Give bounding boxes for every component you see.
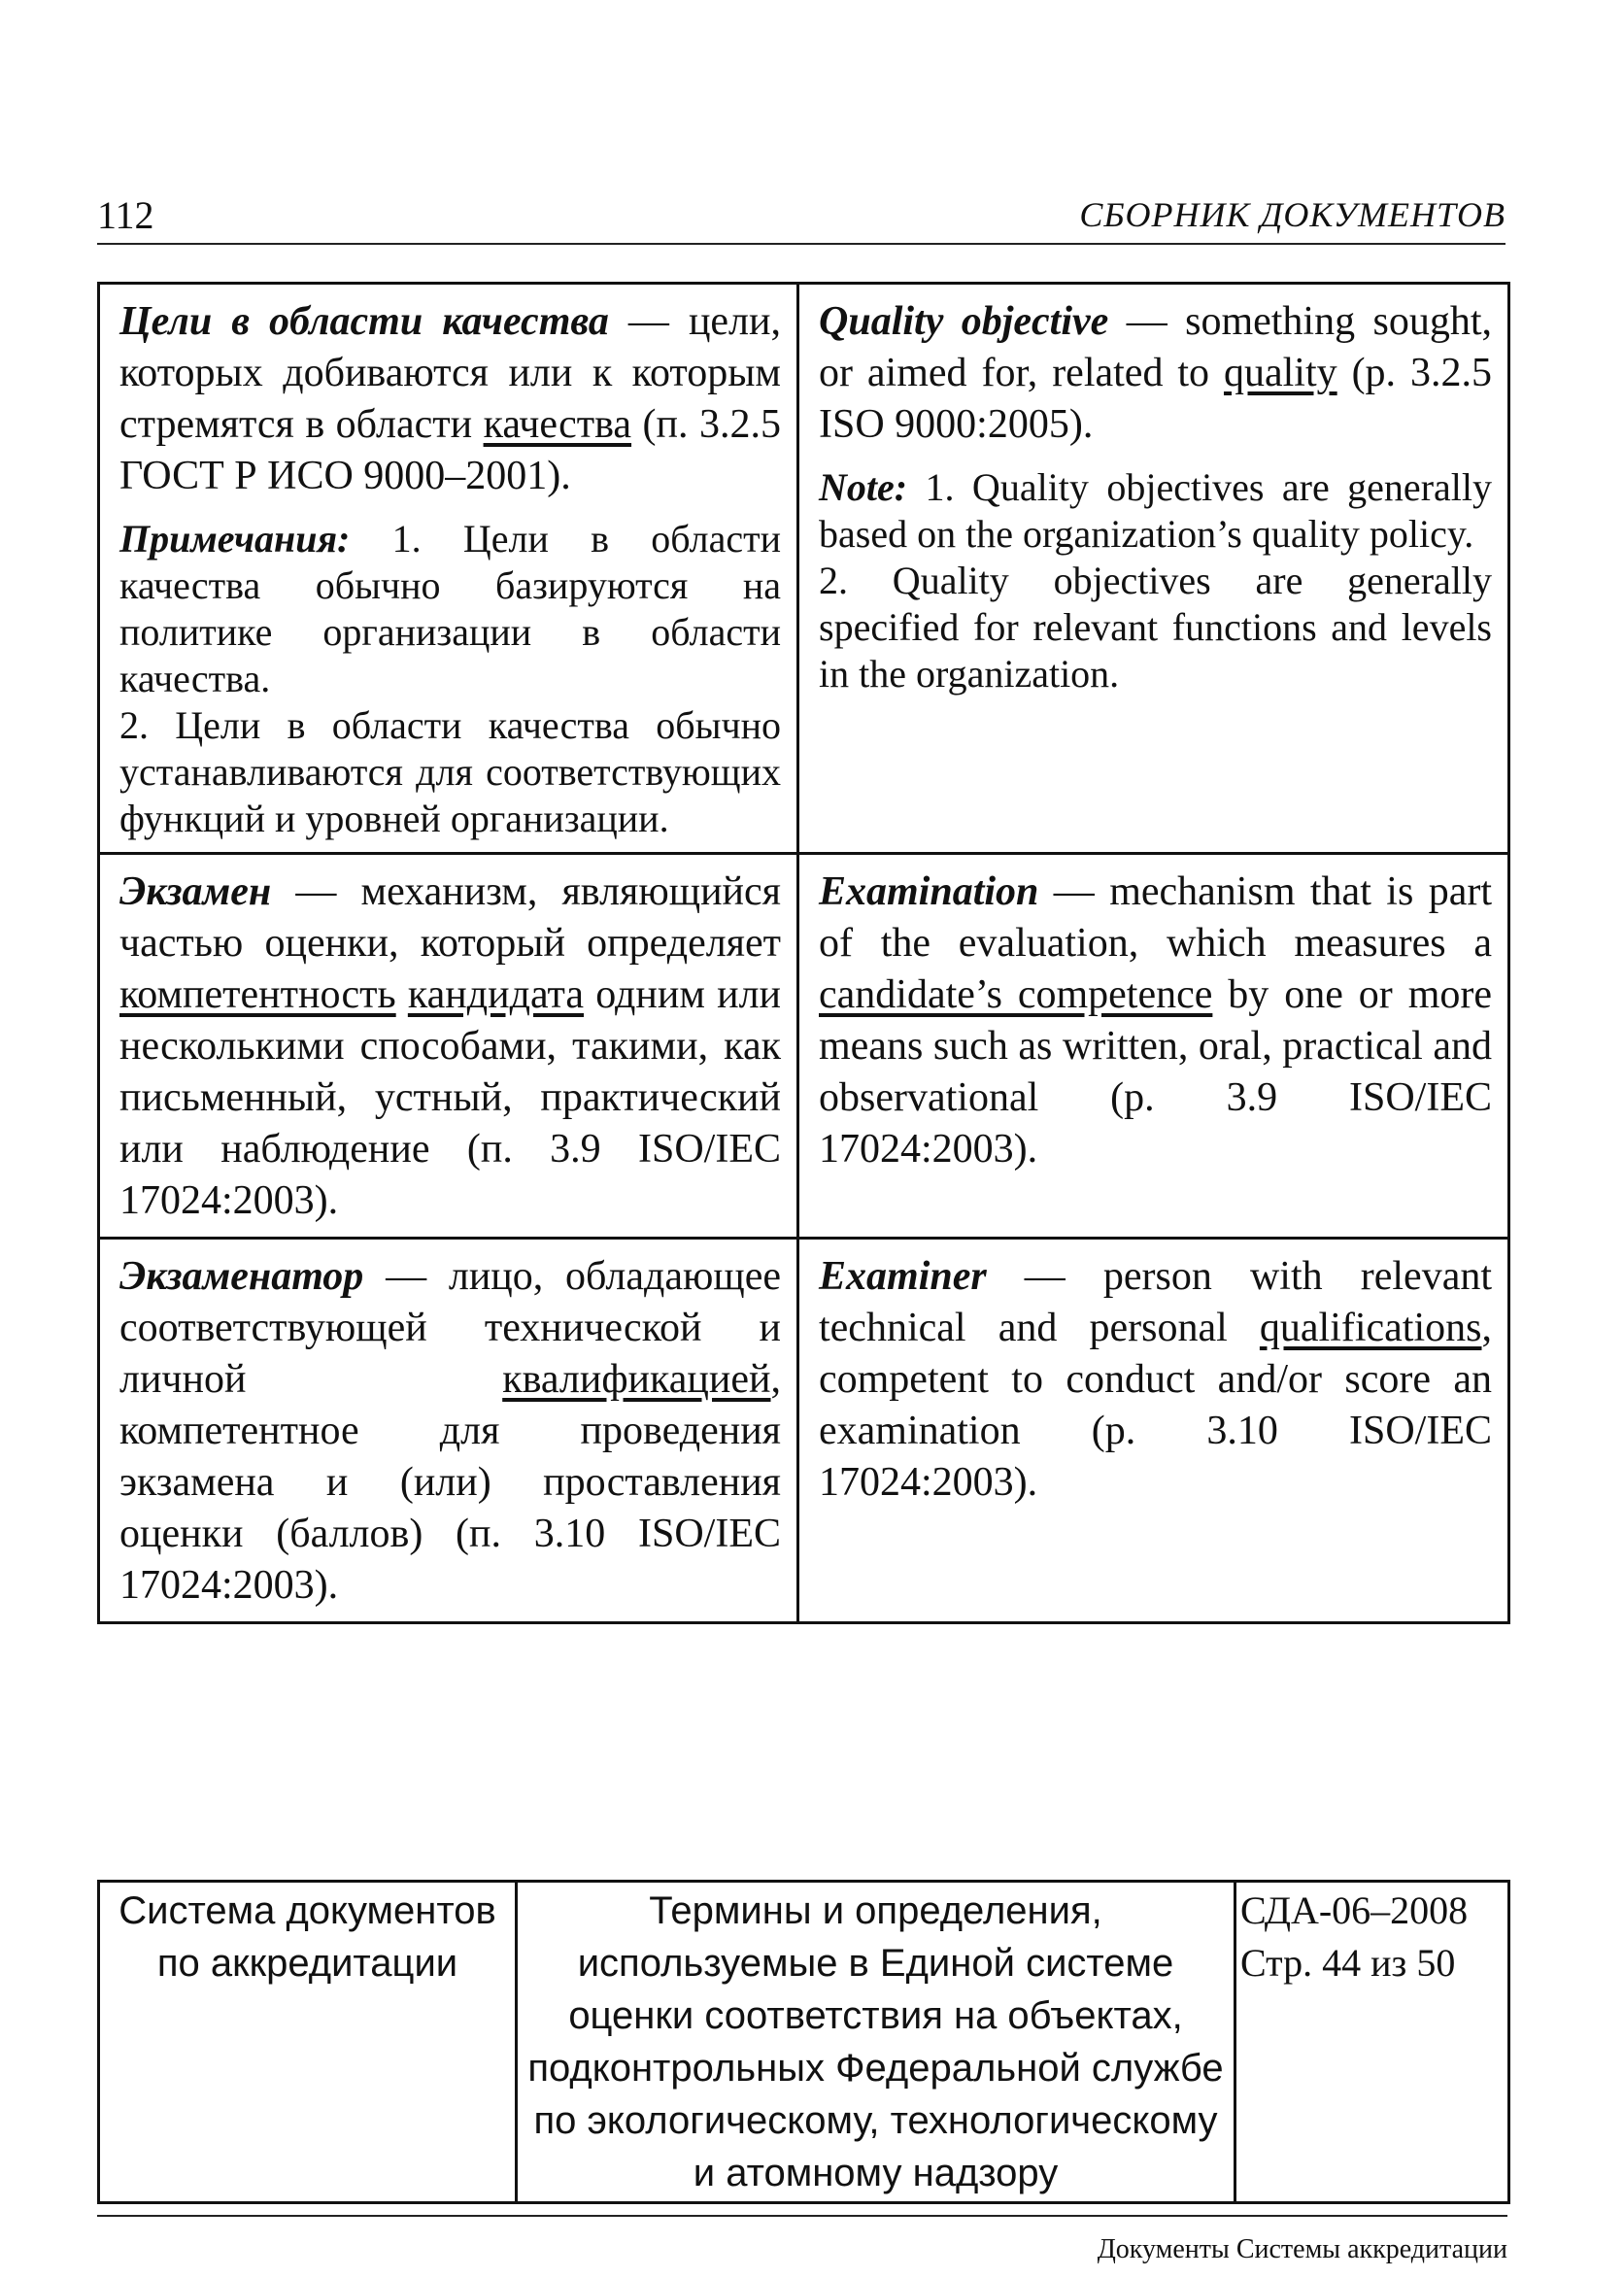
ru-term-link[interactable]: компетентность [119, 972, 396, 1017]
en-note-label: Note: [819, 465, 908, 509]
ru-term-link[interactable]: квалификацией [502, 1357, 771, 1402]
en-note-2: 2. Quality objectives are generally specified for relevant functions and levels in the organization. [819, 559, 1492, 696]
table-row [99, 1239, 1509, 1623]
en-term-link[interactable]: quality [1223, 351, 1337, 395]
page-info: Стр. 44 из 50 [1240, 1941, 1456, 1985]
terms-table [97, 282, 1510, 1624]
ru-definition-source: , компетентное для проведения экзамена и (или) проставления оценки (баллов) (п. 3.10 ISO/IEC 17024:2003). [119, 1357, 781, 1608]
running-title: СБОРНИК ДОКУМЕНТОВ [1079, 195, 1506, 234]
footer-document-title: Термины и определения, используемые в Единой системе оценки соответствия на объектах, подконтрольных Федеральной службе по экологическому, технологическому и атомному надзору [517, 1882, 1235, 2203]
ru-term: Экзаменатор [119, 1254, 364, 1299]
table-row [99, 284, 1509, 854]
ru-term-link[interactable]: качества [483, 402, 632, 447]
bottom-caption: Документы Системы аккредитации [1097, 2234, 1507, 2264]
en-term: Examination [819, 869, 1039, 914]
en-term-link[interactable]: candidate’s competence [819, 972, 1213, 1017]
en-definition-source: (p. 3.2.5 ISO 9000:2005). [819, 351, 1492, 447]
document-footer-box [97, 1880, 1510, 2204]
ru-definition-text: — цели, которых добиваются или к которым стремятся в области [119, 299, 781, 447]
en-definition-text: — person with relevant technical and personal [819, 1254, 1492, 1350]
footer-code-cell [1235, 1882, 1509, 2203]
ru-definition-cell [99, 854, 798, 1239]
ru-definition-cell [99, 1239, 798, 1623]
ru-definition-text: — лицо, обладающее соответствующей технической и личной [119, 1254, 781, 1402]
en-term-link[interactable]: qualifications [1259, 1306, 1482, 1350]
en-definition-text: — mechanism that is part of the evaluation, which measures a [819, 869, 1492, 966]
en-note-1: 1. Quality objectives are generally based on the organization’s quality policy. [819, 465, 1492, 556]
en-notes [819, 464, 1492, 697]
ru-definition-text: — механизм, являющийся частью оценки, который определяет [119, 869, 781, 966]
en-definition-source: , competent to conduct and/or score an examination (p. 3.10 ISO/IEC 17024:2003). [819, 1306, 1492, 1505]
ru-definition-space [396, 972, 408, 1017]
ru-definition-source: (п. 3.2.5 ГОСТ Р ИСО 9000–2001). [119, 402, 781, 498]
page-header [97, 192, 1506, 245]
ru-notes [119, 516, 781, 842]
en-definition-cell [798, 284, 1509, 854]
en-term: Examiner [819, 1254, 987, 1299]
table-row [99, 854, 1509, 1239]
ru-term: Цели в области качества [119, 299, 609, 344]
en-definition-text: — something sought, or aimed for, related to [819, 299, 1492, 395]
en-term: Quality objective [819, 299, 1109, 344]
ru-note-label: Примечания: [119, 517, 351, 561]
ru-term-link[interactable]: кандидата [407, 972, 585, 1017]
document-code: СДА-06–2008 [1240, 1888, 1469, 1932]
en-definition-source: by one or more means such as written, oral, practical and observational (p. 3.9 ISO/IEC 17024:2003). [819, 972, 1492, 1172]
ru-definition-cell [99, 284, 798, 854]
en-definition-cell [798, 854, 1509, 1239]
ru-term: Экзамен [119, 869, 272, 914]
en-definition-cell [798, 1239, 1509, 1623]
ru-note-2: 2. Цели в области качества обычно устанавливаются для соответствующих функций и уровней организации. [119, 703, 781, 840]
ru-note-1: 1. Цели в области качества обычно базируются на политике организации в области качества. [119, 517, 781, 700]
footer-system-name: Система документов по аккредитации [99, 1882, 517, 2203]
bottom-divider [97, 2215, 1507, 2217]
page-number: 112 [97, 193, 154, 237]
ru-definition-source: одним или несколькими способами, такими, как письменный, устный, практический или наблюдение (п. 3.9 ISO/IEC 17024:2003). [119, 972, 781, 1223]
